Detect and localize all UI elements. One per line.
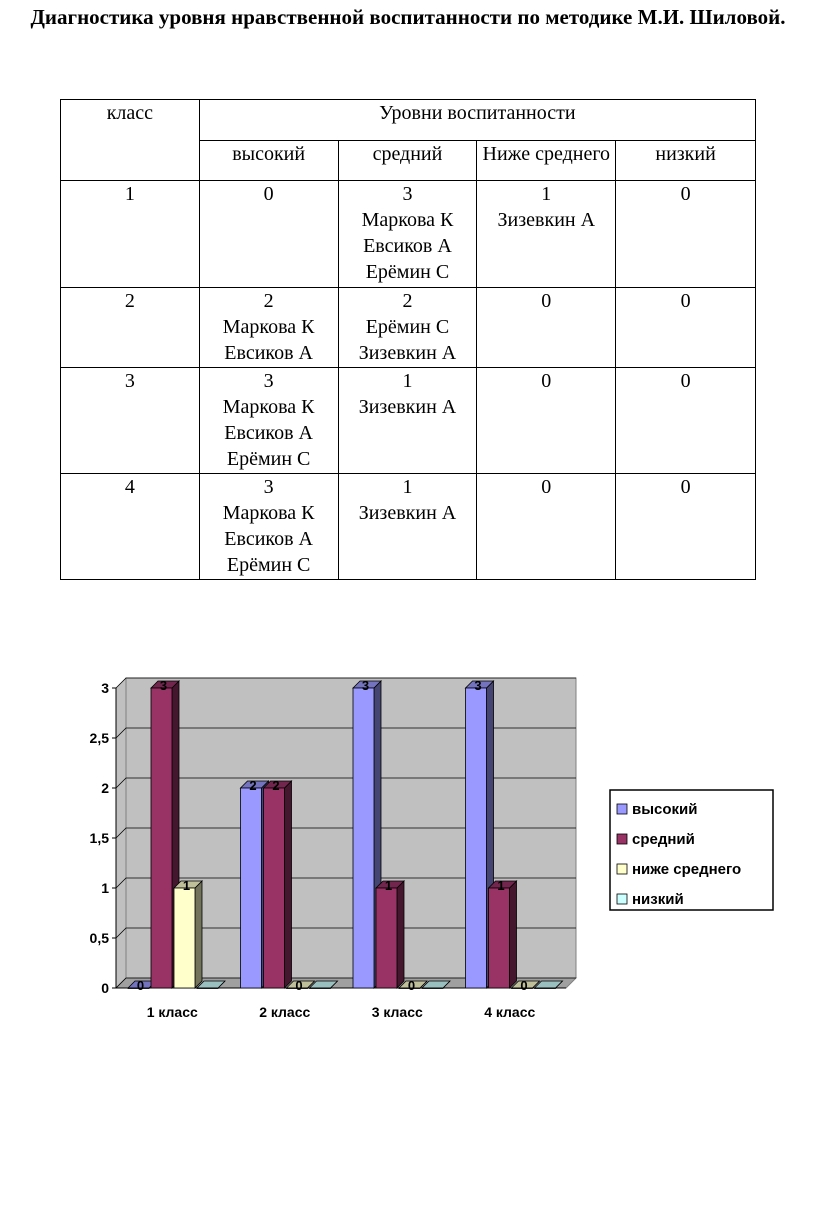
table-body [61,181,756,580]
bar-side [397,881,404,988]
cell-line: 0 [541,290,552,312]
data-label: 3 [159,678,168,693]
bar-chart [80,668,800,1038]
y-tick-label: 0,5 [89,930,109,946]
cell-line: Ерёмин С [226,554,311,576]
bar-side [195,881,202,988]
level-cell [477,474,616,580]
bar [376,888,397,988]
legend-swatch [617,864,627,874]
bar [264,788,285,988]
level-cell [338,181,477,288]
level-cell [616,368,756,474]
legend-label: средний [632,831,695,848]
cell-line: 0 [680,183,691,205]
class-cell: 2 [61,288,200,368]
level-cell [338,474,477,580]
bar [241,788,262,988]
data-label: 0 [520,978,528,993]
bar [489,888,510,988]
level-cell [616,181,756,288]
bar [310,988,331,989]
cell-line: Маркова К [361,209,454,231]
data-label: 0 [407,978,416,993]
table-row [61,181,756,288]
data-label: 1 [384,878,393,893]
data-label: 3 [474,678,482,693]
bar [422,988,443,989]
bar [174,888,195,988]
level-cell [477,368,616,474]
level-cell [338,368,477,474]
cell-line: Зизевкин А [497,209,596,231]
data-label: 2 [249,778,257,793]
class-cell: 3 [61,368,200,474]
legend-swatch [617,894,627,904]
level-cell [199,288,338,368]
cell-line: 0 [680,370,691,392]
legend-swatch [617,804,627,814]
level-cell [616,474,756,580]
level-cell [199,181,338,288]
x-tick-label: 2 класс [259,1004,311,1020]
level-cell [338,288,477,368]
table-row [61,288,756,368]
bar-side [510,881,517,988]
header-level: средний [338,140,477,181]
cell-line: Зизевкин А [358,396,457,418]
data-label: 1 [497,878,505,893]
table-row [61,368,756,474]
y-tick-label: 0 [101,980,109,996]
table-row [61,474,756,580]
header-level: низкий [616,140,756,181]
cell-line: 0 [541,370,552,392]
data-label: 3 [361,678,370,693]
level-cell [199,368,338,474]
cell-line: 3 [402,183,413,205]
x-tick-label: 3 класс [371,1004,423,1020]
cell-line: 0 [541,476,552,498]
cell-line: 0 [263,183,274,205]
class-cell: 4 [61,474,200,580]
legend-swatch [617,834,627,844]
table-header-row [61,100,756,141]
data-label: 0 [136,978,145,993]
cell-line: 1 [541,183,552,205]
cell-line: Зизевкин А [358,502,457,524]
bar [353,688,374,988]
cell-line: 0 [680,290,691,312]
level-cell [199,474,338,580]
legend-label: низкий [632,891,684,908]
legend-label: ниже среднего [632,861,742,878]
y-tick-label: 2 [101,780,109,796]
data-label: 1 [182,878,191,893]
data-label: 2 [272,778,280,793]
bar-side [285,781,292,988]
cell-line: 1 [402,476,413,498]
cell-line: Ерёмин С [365,316,450,338]
y-tick-label: 3 [101,680,109,696]
bar [151,688,172,988]
y-tick-label: 1,5 [89,830,109,846]
bar [466,688,487,988]
cell-line: 3 [263,370,274,392]
cell-line: 2 [402,290,413,312]
header-levels-group: Уровни воспитанности [199,100,755,141]
page-title: Диагностика уровня нравственной воспитанности по методике М.И. Шиловой. [30,5,786,29]
cell-line: Маркова К [222,396,315,418]
cell-line: Маркова К [222,316,315,338]
cell-line: 3 [263,476,274,498]
level-cell [477,181,616,288]
x-tick-label: 4 класс [484,1004,536,1020]
cell-line: Евсиков А [224,422,313,444]
cell-line: Евсиков А [224,342,313,364]
x-tick-label: 1 класс [146,1004,198,1020]
cell-line: Ерёмин С [226,448,311,470]
legend-label: высокий [632,801,698,818]
cell-line: Евсиков А [224,528,313,550]
y-tick-label: 2,5 [89,730,109,746]
header-class: класс [61,100,200,181]
header-level: высокий [199,140,338,181]
bar [197,988,218,989]
cell-line: 1 [402,370,413,392]
results-table [60,99,756,580]
cell-line: 0 [680,476,691,498]
cell-line: 2 [263,290,274,312]
level-cell [477,288,616,368]
data-label: 0 [295,978,303,993]
y-tick-label: 1 [101,880,109,896]
level-cell [616,288,756,368]
cell-line: Ерёмин С [365,261,450,283]
header-level: Ниже среднего [477,140,616,181]
cell-line: Зизевкин А [358,342,457,364]
cell-line: Маркова К [222,502,315,524]
class-cell: 1 [61,181,200,288]
bar [535,988,556,989]
cell-line: Евсиков А [363,235,452,257]
